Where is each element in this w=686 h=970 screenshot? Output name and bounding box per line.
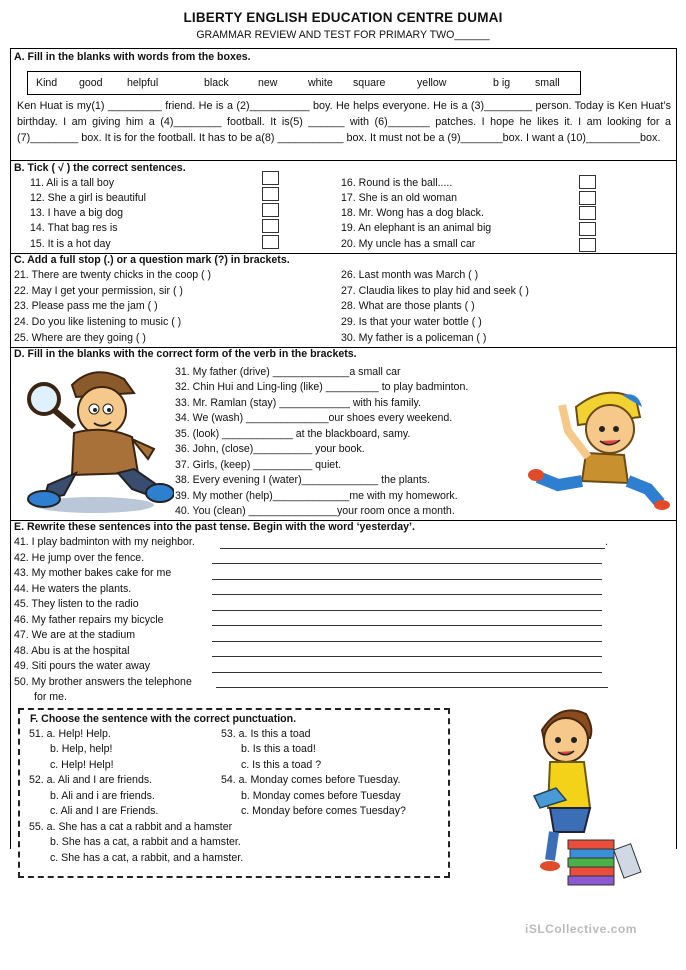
question-37: 37. Girls, (keep) __________ quiet. — [175, 459, 342, 471]
question-20: 20. My uncle has a small car — [341, 238, 476, 250]
question-36: 36. John, (close)__________ your book. — [175, 443, 365, 455]
section-f-heading: F. Choose the sentence with the correct punctuation. — [30, 713, 297, 725]
checkbox-17[interactable] — [579, 191, 596, 205]
section-d-heading: D. Fill in the blanks with the correct form of the verb in the brackets. — [14, 348, 357, 360]
checkbox-11[interactable] — [262, 171, 279, 185]
question-54-c: c. Monday before comes Tuesday? — [241, 805, 406, 817]
word-small: small — [535, 77, 560, 89]
question-23: 23. Please pass me the jam ( ) — [14, 300, 158, 312]
question-27: 27. Claudia likes to play hid and seek ( ) — [341, 285, 529, 297]
question-33: 33. Mr. Ramlan (stay) ____________ with his family. — [175, 397, 421, 409]
answer-line-41-end: . — [605, 536, 608, 548]
word-kind: Kind — [36, 77, 58, 89]
question-50: 50. My brother answers the telephone — [14, 676, 192, 688]
question-32: 32. Chin Hui and Ling-ling (like) _________ to play badminton. — [175, 381, 469, 393]
word-good: good — [79, 77, 103, 89]
checkbox-14[interactable] — [262, 219, 279, 233]
question-54-b: b. Monday comes before Tuesday — [241, 790, 401, 802]
question-31: 31. My father (drive) _____________a small car — [175, 366, 401, 378]
word-new: new — [258, 77, 278, 89]
word-yellow: yellow — [417, 77, 447, 89]
checkbox-18[interactable] — [579, 206, 596, 220]
question-50-continued: for me. — [34, 691, 67, 703]
question-34: 34. We (wash) ______________our shoes every weekend. — [175, 412, 453, 424]
answer-line-43[interactable] — [212, 579, 602, 580]
question-25: 25. Where are they going ( ) — [14, 332, 146, 344]
answer-line-46[interactable] — [212, 625, 602, 626]
question-39: 39. My mother (help)_____________me with my homework. — [175, 490, 458, 502]
question-24: 24. Do you like listening to music ( ) — [14, 316, 182, 328]
question-55-c: c. She has a cat, a rabbit, and a hamster. — [50, 852, 244, 864]
question-52-c: c. Ali and I are Friends. — [50, 805, 159, 817]
question-53-b: b. Is this a toad! — [241, 743, 316, 755]
page-title: LIBERTY ENGLISH EDUCATION CENTRE DUMAI — [183, 10, 503, 25]
answer-line-45[interactable] — [212, 610, 602, 611]
question-14: 14. That bag res is — [30, 222, 118, 234]
question-16: 16. Round is the ball..... — [341, 177, 453, 189]
question-54-a: 54. a. Monday comes before Tuesday. — [221, 774, 401, 786]
question-52-a: 52. a. Ali and I are friends. — [29, 774, 153, 786]
question-51-c: c. Help! Help! — [50, 759, 114, 771]
question-52-b: b. Ali and i are friends. — [50, 790, 155, 802]
question-47: 47. We are at the stadium — [14, 629, 136, 641]
question-18: 18. Mr. Wong has a dog black. — [341, 207, 484, 219]
question-21: 21. There are twenty chicks in the coop ( ) — [14, 269, 212, 281]
answer-line-41[interactable] — [220, 548, 605, 549]
question-12: 12. She a girl is beautiful — [30, 192, 147, 204]
question-17: 17. She is an old woman — [341, 192, 458, 204]
section-a-paragraph: Ken Huat is my(1) _________ friend. He is a (2)__________ boy. He helps everyone. He is a (3)________ person. Today is Ken Huat’s birthday. I am giving him a (4)________ football. It is(5) ______ with (6)_______ patches. I hope he likes it. I am looking for a (7)________ box. It is for the football. It has to be a(8) ___________ box. It must not be a (9)_______box. I want a (10)_________box. — [17, 100, 671, 145]
answer-line-44[interactable] — [212, 594, 602, 595]
question-38: 38. Every evening I (water)_____________ the plants. — [175, 474, 431, 486]
question-40: 40. You (clean) _______________your room once a month. — [175, 505, 455, 517]
question-51-a: 51. a. Help! Help. — [29, 728, 111, 740]
question-13: 13. I have a big dog — [30, 207, 124, 219]
word-square: square — [353, 77, 386, 89]
section-b-heading: B. Tick ( √ ) the correct sentences. — [14, 162, 186, 174]
question-35: 35. (look) ____________ at the blackboard, samy. — [175, 428, 411, 440]
checkbox-15[interactable] — [262, 235, 279, 249]
answer-line-47[interactable] — [212, 641, 602, 642]
word-big: b ig — [493, 77, 511, 89]
question-45: 45. They listen to the radio — [14, 598, 139, 610]
question-42: 42. He jump over the fence. — [14, 552, 145, 564]
question-22: 22. May I get your permission, sir ( ) — [14, 285, 183, 297]
question-41: 41. I play badminton with my neighbor. — [14, 536, 195, 548]
word-black: black — [204, 77, 229, 89]
checkbox-19[interactable] — [579, 222, 596, 236]
checkbox-16[interactable] — [579, 175, 596, 189]
detective-boy-illustration — [14, 365, 174, 515]
answer-line-49[interactable] — [212, 672, 602, 673]
question-55-a: 55. a. She has a cat a rabbit and a hamster — [29, 821, 233, 833]
question-26: 26. Last month was March ( ) — [341, 269, 479, 281]
answer-line-42[interactable] — [212, 563, 602, 564]
question-49: 49. Siti pours the water away — [14, 660, 151, 672]
question-44: 44. He waters the plants. — [14, 583, 132, 595]
question-28: 28. What are those plants ( ) — [341, 300, 475, 312]
section-c-heading: C. Add a full stop (.) or a question mark (?) in brackets. — [14, 254, 290, 266]
word-white: white — [308, 77, 333, 89]
checkbox-12[interactable] — [262, 187, 279, 201]
answer-line-50[interactable] — [216, 687, 608, 688]
divider — [10, 160, 676, 161]
waving-boy-illustration — [528, 385, 673, 510]
reading-boy-illustration — [520, 700, 645, 890]
watermark-text: iSLCollective.com — [525, 922, 637, 936]
question-48: 48. Abu is at the hospital — [14, 645, 130, 657]
question-53-c: c. Is this a toad ? — [241, 759, 322, 771]
question-43: 43. My mother bakes cake for me — [14, 567, 172, 579]
question-55-b: b. She has a cat, a rabbit and a hamster. — [50, 836, 241, 848]
question-19: 19. An elephant is an animal big — [341, 222, 492, 234]
question-51-b: b. Help, help! — [50, 743, 113, 755]
question-53-a: 53. a. Is this a toad — [221, 728, 311, 740]
question-11: 11. Ali is a tall boy — [30, 177, 115, 189]
section-e-heading: E. Rewrite these sentences into the past tense. Begin with the word ‘yesterday’. — [14, 521, 415, 533]
checkbox-20[interactable] — [579, 238, 596, 252]
question-30: 30. My father is a policeman ( ) — [341, 332, 487, 344]
question-46: 46. My father repairs my bicycle — [14, 614, 164, 626]
checkbox-13[interactable] — [262, 203, 279, 217]
section-a-heading: A. Fill in the blanks with words from the boxes. — [14, 51, 251, 63]
word-helpful: helpful — [127, 77, 159, 89]
question-29: 29. Is that your water bottle ( ) — [341, 316, 482, 328]
question-15: 15. It is a hot day — [30, 238, 111, 250]
page-subtitle: GRAMMAR REVIEW AND TEST FOR PRIMARY TWO______ — [196, 29, 490, 41]
answer-line-48[interactable] — [212, 656, 602, 657]
